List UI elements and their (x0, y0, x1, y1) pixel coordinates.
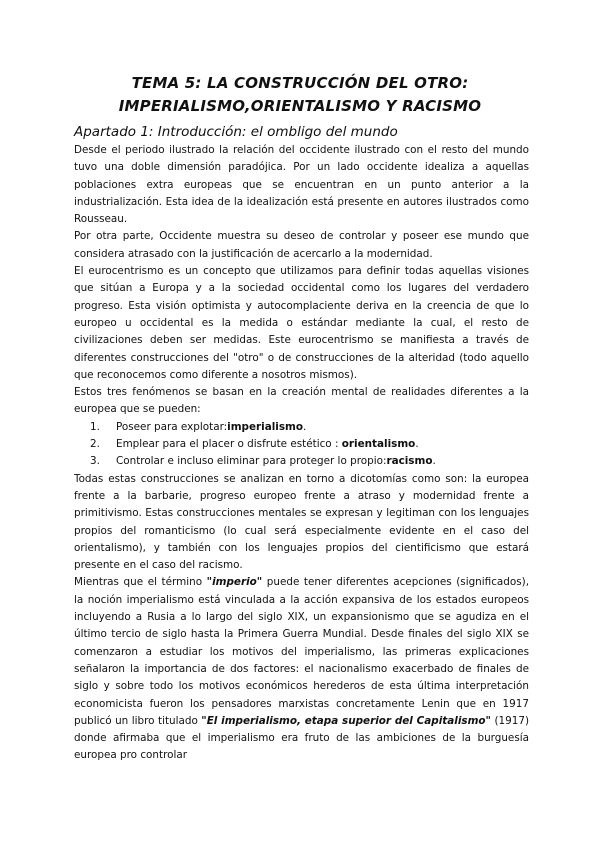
keyword-orientalismo: orientalismo (341, 438, 416, 451)
section-heading: Apartado 1: Introducción: el ombligo del mundo (74, 124, 398, 140)
paragraph-dichotomies: Todas estas construcciones se analizan en torno a dicotomías como son: la europea frente a la barbarie, progreso europeo frente a atraso y modernidad frente a primitivismo. Estas construcciones mentales se expresan y legitiman con los lenguajes propios del romanticismo (lo cual será especialmente evidente en el caso del orientalismo), y también con los lenguajes propios del cientificismo que estará presente en el caso del racismo. (74, 472, 529, 572)
document-title-line-1: TEMA 5: LA CONSTRUCCIÓN DEL OTRO: (131, 74, 469, 92)
list-text: Poseer para explotar: (116, 420, 228, 433)
book-title: "El imperialismo, etapa superior del Capitalismo" (201, 714, 491, 727)
list-text: Emplear para el placer o disfrute estético : (116, 438, 342, 451)
list-number: 2. (90, 438, 100, 451)
list-number: 3. (90, 455, 100, 468)
list-text: Controlar e incluso eliminar para proteger lo propio: (116, 455, 387, 468)
list-item (74, 419, 529, 436)
list-number: 1. (90, 420, 100, 433)
paragraph-phenomena: Estos tres fenómenos se basan en la creación mental de realidades diferentes a la europea que se pueden: (74, 386, 529, 416)
document-body (74, 142, 529, 765)
term-imperio: "imperio" (206, 576, 263, 589)
paragraph-intro: Desde el periodo ilustrado la relación del occidente ilustrado con el resto del mundo tuvo una doble dimensión paradójica. Por un lado occidente idealiza a aquellas poblaciones extra europeas que se encuentran en un punto anterior a la industrialización. Esta idea de la idealización está presente en autores ilustrados como Rousseau. (74, 144, 529, 226)
list-end: . (303, 420, 307, 433)
keyword-racismo: racismo (386, 455, 433, 468)
keyword-imperialismo: imperialismo (227, 420, 304, 433)
paragraph-eurocentrism: El eurocentrismo es un concepto que utilizamos para definir todas aquellas visiones que sitúan a Europa y a la sociedad occidental como los lugares del verdadero progreso. Esta visión optimista y autocomplaciente deriva en la creencia de que lo europeo u occidental es la medida o estándar mediante la cual, el resto de civilizaciones deben ser medidas. Este eurocentrismo se manifiesta a través de diferentes construcciones del "otro" o de construcciones de la alteridad (todo aquello que reconocemos como diferente a nosotros mismos). (74, 265, 529, 381)
list-item (74, 453, 529, 470)
paragraph-control: Por otra parte, Occidente muestra su deseo de controlar y poseer ese mundo que considera atrasado con la justificación de acercarlo a la modernidad. (74, 230, 529, 260)
text-run: (1917) donde afirmaba que el imperialismo era fruto de las ambiciones de la burguesía europea pro controlar (74, 714, 529, 762)
paragraph-imperialism (74, 574, 529, 764)
list-item (74, 436, 529, 453)
text-run: puede tener diferentes acepciones (significados), la noción imperialismo está vinculada a la acción expansiva de los estados europeos incluyendo a Rusia a lo largo del siglo XIX, un expansionismo que se agudiza en el último tercio de siglo hasta la Primera Guerra Mundial. Desde finales del siglo XIX se comenzaron a estudiar los motivos del imperialismo, las primeras explicaciones señalaron la importancia de dos factores: el nacionalismo exacerbado de finales de siglo y sobre todo los motivos económicos herederos de esta última interpretación economicista fueron los pensadores marxistas concretamente Lenin que en 1917 publicó un libro titulado (74, 576, 530, 727)
list-end: . (415, 438, 419, 451)
text-run: Mientras que el término (74, 576, 207, 589)
phenomena-list (74, 419, 529, 471)
list-end: . (432, 455, 436, 468)
document-title-line-2: IMPERIALISMO,ORIENTALISMO Y RACISMO (118, 97, 482, 115)
